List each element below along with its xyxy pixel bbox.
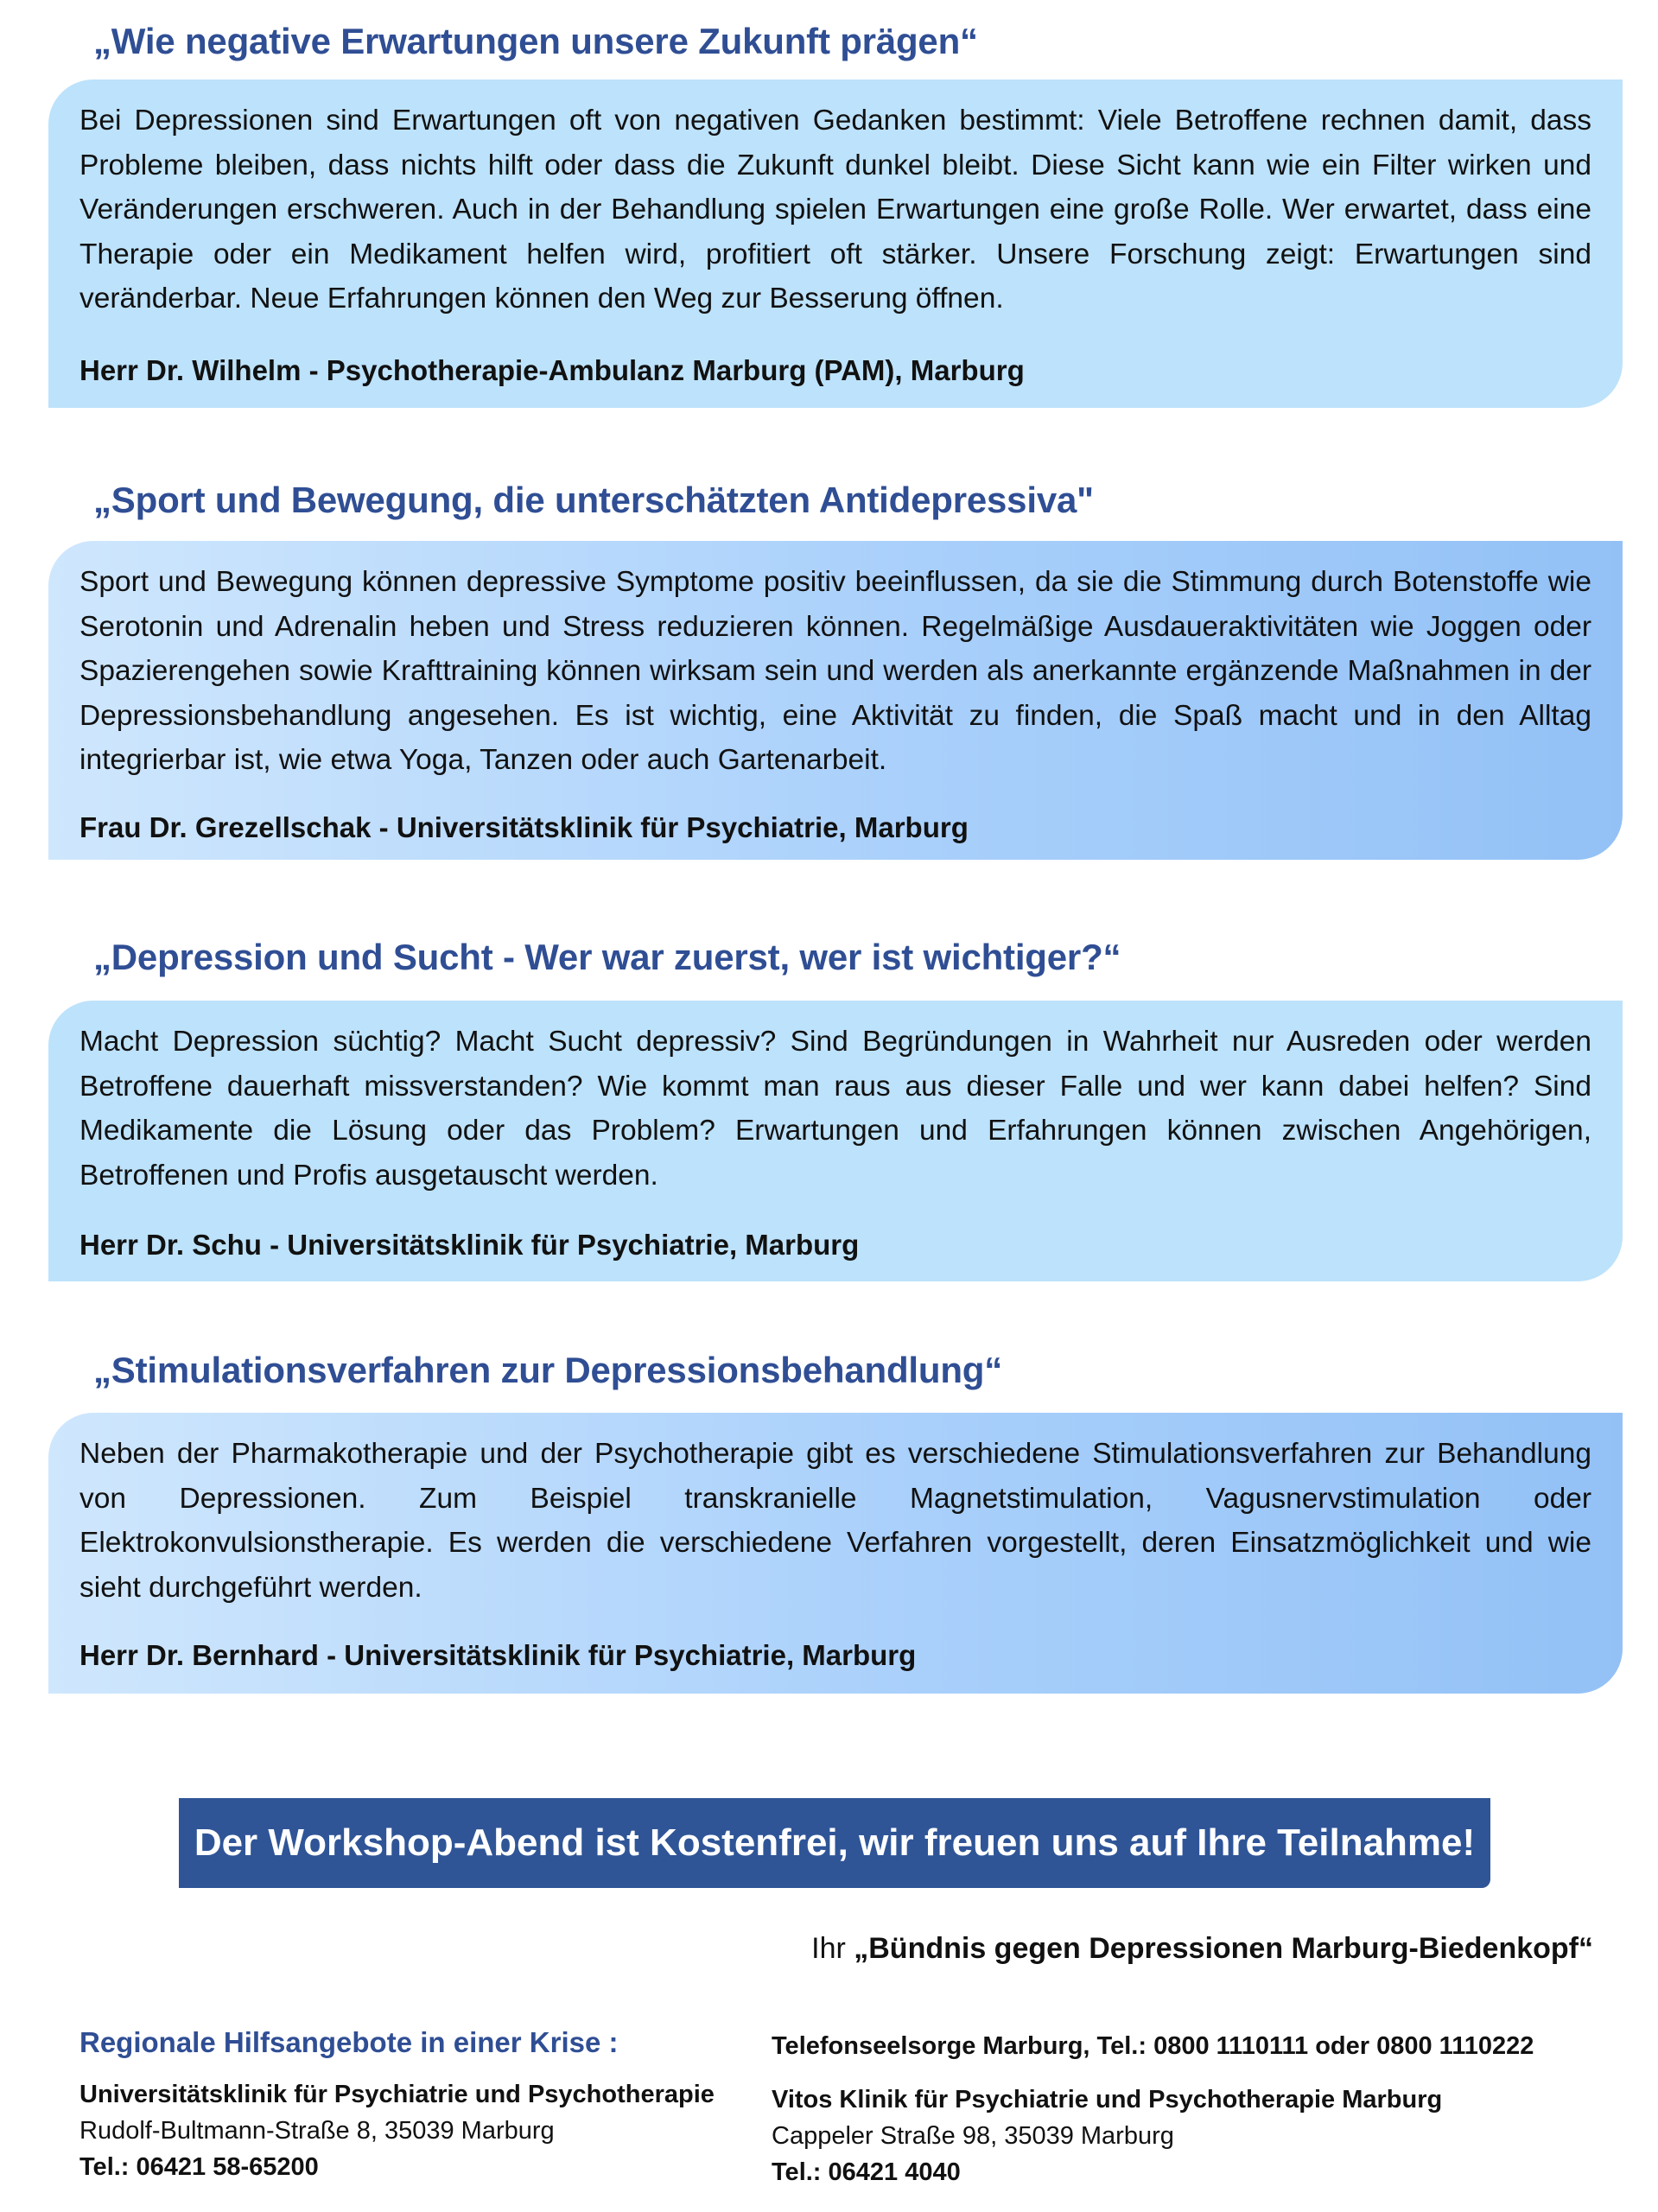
- section-author: Frau Dr. Grezellschak - Universitätsklinik für Psychiatrie, Marburg: [79, 811, 969, 843]
- footer-left: [79, 2024, 715, 2185]
- section-title: „Depression und Sucht - Wer war zuerst, wer ist wichtiger?“: [93, 937, 1121, 977]
- section-box: [48, 541, 1623, 860]
- footer-left-phone: Tel.: 06421 58-65200: [79, 2153, 319, 2181]
- section-box: [48, 1001, 1623, 1281]
- footer-right-org: Vitos Klinik für Psychiatrie und Psychotherapie Marburg: [772, 2086, 1443, 2113]
- signoff-name: „Bündnis gegen Depressionen Marburg-Biedenkopf“: [854, 1932, 1593, 1965]
- section-author: Herr Dr. Schu - Universitätsklinik für Psychiatrie, Marburg: [79, 1229, 860, 1261]
- section-box: [48, 1413, 1623, 1694]
- section-title: „Wie negative Erwartungen unsere Zukunft prägen“: [93, 21, 978, 61]
- signoff-prefix: Ihr: [811, 1932, 854, 1965]
- section-title: „Stimulationsverfahren zur Depressionsbehandlung“: [93, 1350, 1003, 1390]
- footer-right-phone: Tel.: 06421 4040: [772, 2158, 961, 2186]
- footer-right: [772, 2028, 1534, 2190]
- section-author: Herr Dr. Wilhelm - Psychotherapie-Ambulanz Marburg (PAM), Marburg: [79, 354, 1025, 386]
- section-body: Bei Depressionen sind Erwartungen oft von negativen Gedanken bestimmt: Viele Betroffene rechnen damit, dass Probleme bleiben, dass nichts hilft oder dass die Zukunft dunkel bleibt. Diese Sicht kann wie ein Filter wirken und Veränderungen erschweren. Auch in der Behandlung spielen Erwartungen eine große Rolle. Wer erwartet, dass eine Therapie oder ein Medikament helfen wird, profitiert oft stärker. Unsere Forschung zeigt: Erwartungen sind veränderbar. Neue Erfahrungen können den Weg zur Besserung öffnen.: [79, 105, 1591, 315]
- free-event-banner: Der Workshop-Abend ist Kostenfrei, wir freuen uns auf Ihre Teilnahme!: [179, 1798, 1490, 1888]
- footer-left-org: Universitätsklinik für Psychiatrie und Psychotherapie: [79, 2081, 715, 2108]
- footer-left-address: Rudolf-Bultmann-Straße 8, 35039 Marburg: [79, 2117, 555, 2145]
- section-body: Macht Depression süchtig? Macht Sucht depressiv? Sind Begründungen in Wahrheit nur Ausreden oder werden Betroffene dauerhaft missverstanden? Wie kommt man raus aus dieser Falle und wer kann dabei helfen? Sind Medikamente die Lösung oder das Problem? Erwartungen und Erfahrungen können zwischen Angehörigen, Betroffenen und Profis ausgetauscht werden.: [79, 1026, 1591, 1192]
- footer-hotline: Telefonseelsorge Marburg, Tel.: 0800 1110111 oder 0800 1110222: [772, 2032, 1534, 2060]
- section-box: [48, 79, 1623, 408]
- section-body: Sport und Bewegung können depressive Symptome positiv beeinflussen, da sie die Stimmung durch Botenstoffe wie Serotonin und Adrenalin heben und Stress reduzieren können. Regelmäßige Ausdaueraktivitäten wie Joggen oder Spazierengehen sowie Krafttraining können wirksam sein und werden als anerkannte ergänzende Maßnahmen in der Depressionsbehandlung angesehen. Es ist wichtig, eine Aktivität zu finden, die Spaß macht und in den Alltag integrierbar ist, wie etwa Yoga, Tanzen oder auch Gartenarbeit.: [79, 566, 1591, 776]
- section-author: Herr Dr. Bernhard - Universitätsklinik für Psychiatrie, Marburg: [79, 1639, 917, 1671]
- section-body: Neben der Pharmakotherapie und der Psychotherapie gibt es verschiedene Stimulationsverfahren zur Behandlung von Depressionen. Zum Beispiel transkranielle Magnetstimulation, Vagusnervstimulation oder Elektrokonvulsionstherapie. Es werden die verschiedene Verfahren vorgestellt, deren Einsatzmöglichkeit und wie sieht durchgeführt werden.: [79, 1438, 1591, 1604]
- footer-heading: Regionale Hilfsangebote in einer Krise :: [79, 2026, 619, 2058]
- signoff: [811, 1932, 1593, 1966]
- footer-right-address: Cappeler Straße 98, 35039 Marburg: [772, 2122, 1174, 2150]
- section-title: „Sport und Bewegung, die unterschätzten Antidepressiva": [93, 480, 1094, 520]
